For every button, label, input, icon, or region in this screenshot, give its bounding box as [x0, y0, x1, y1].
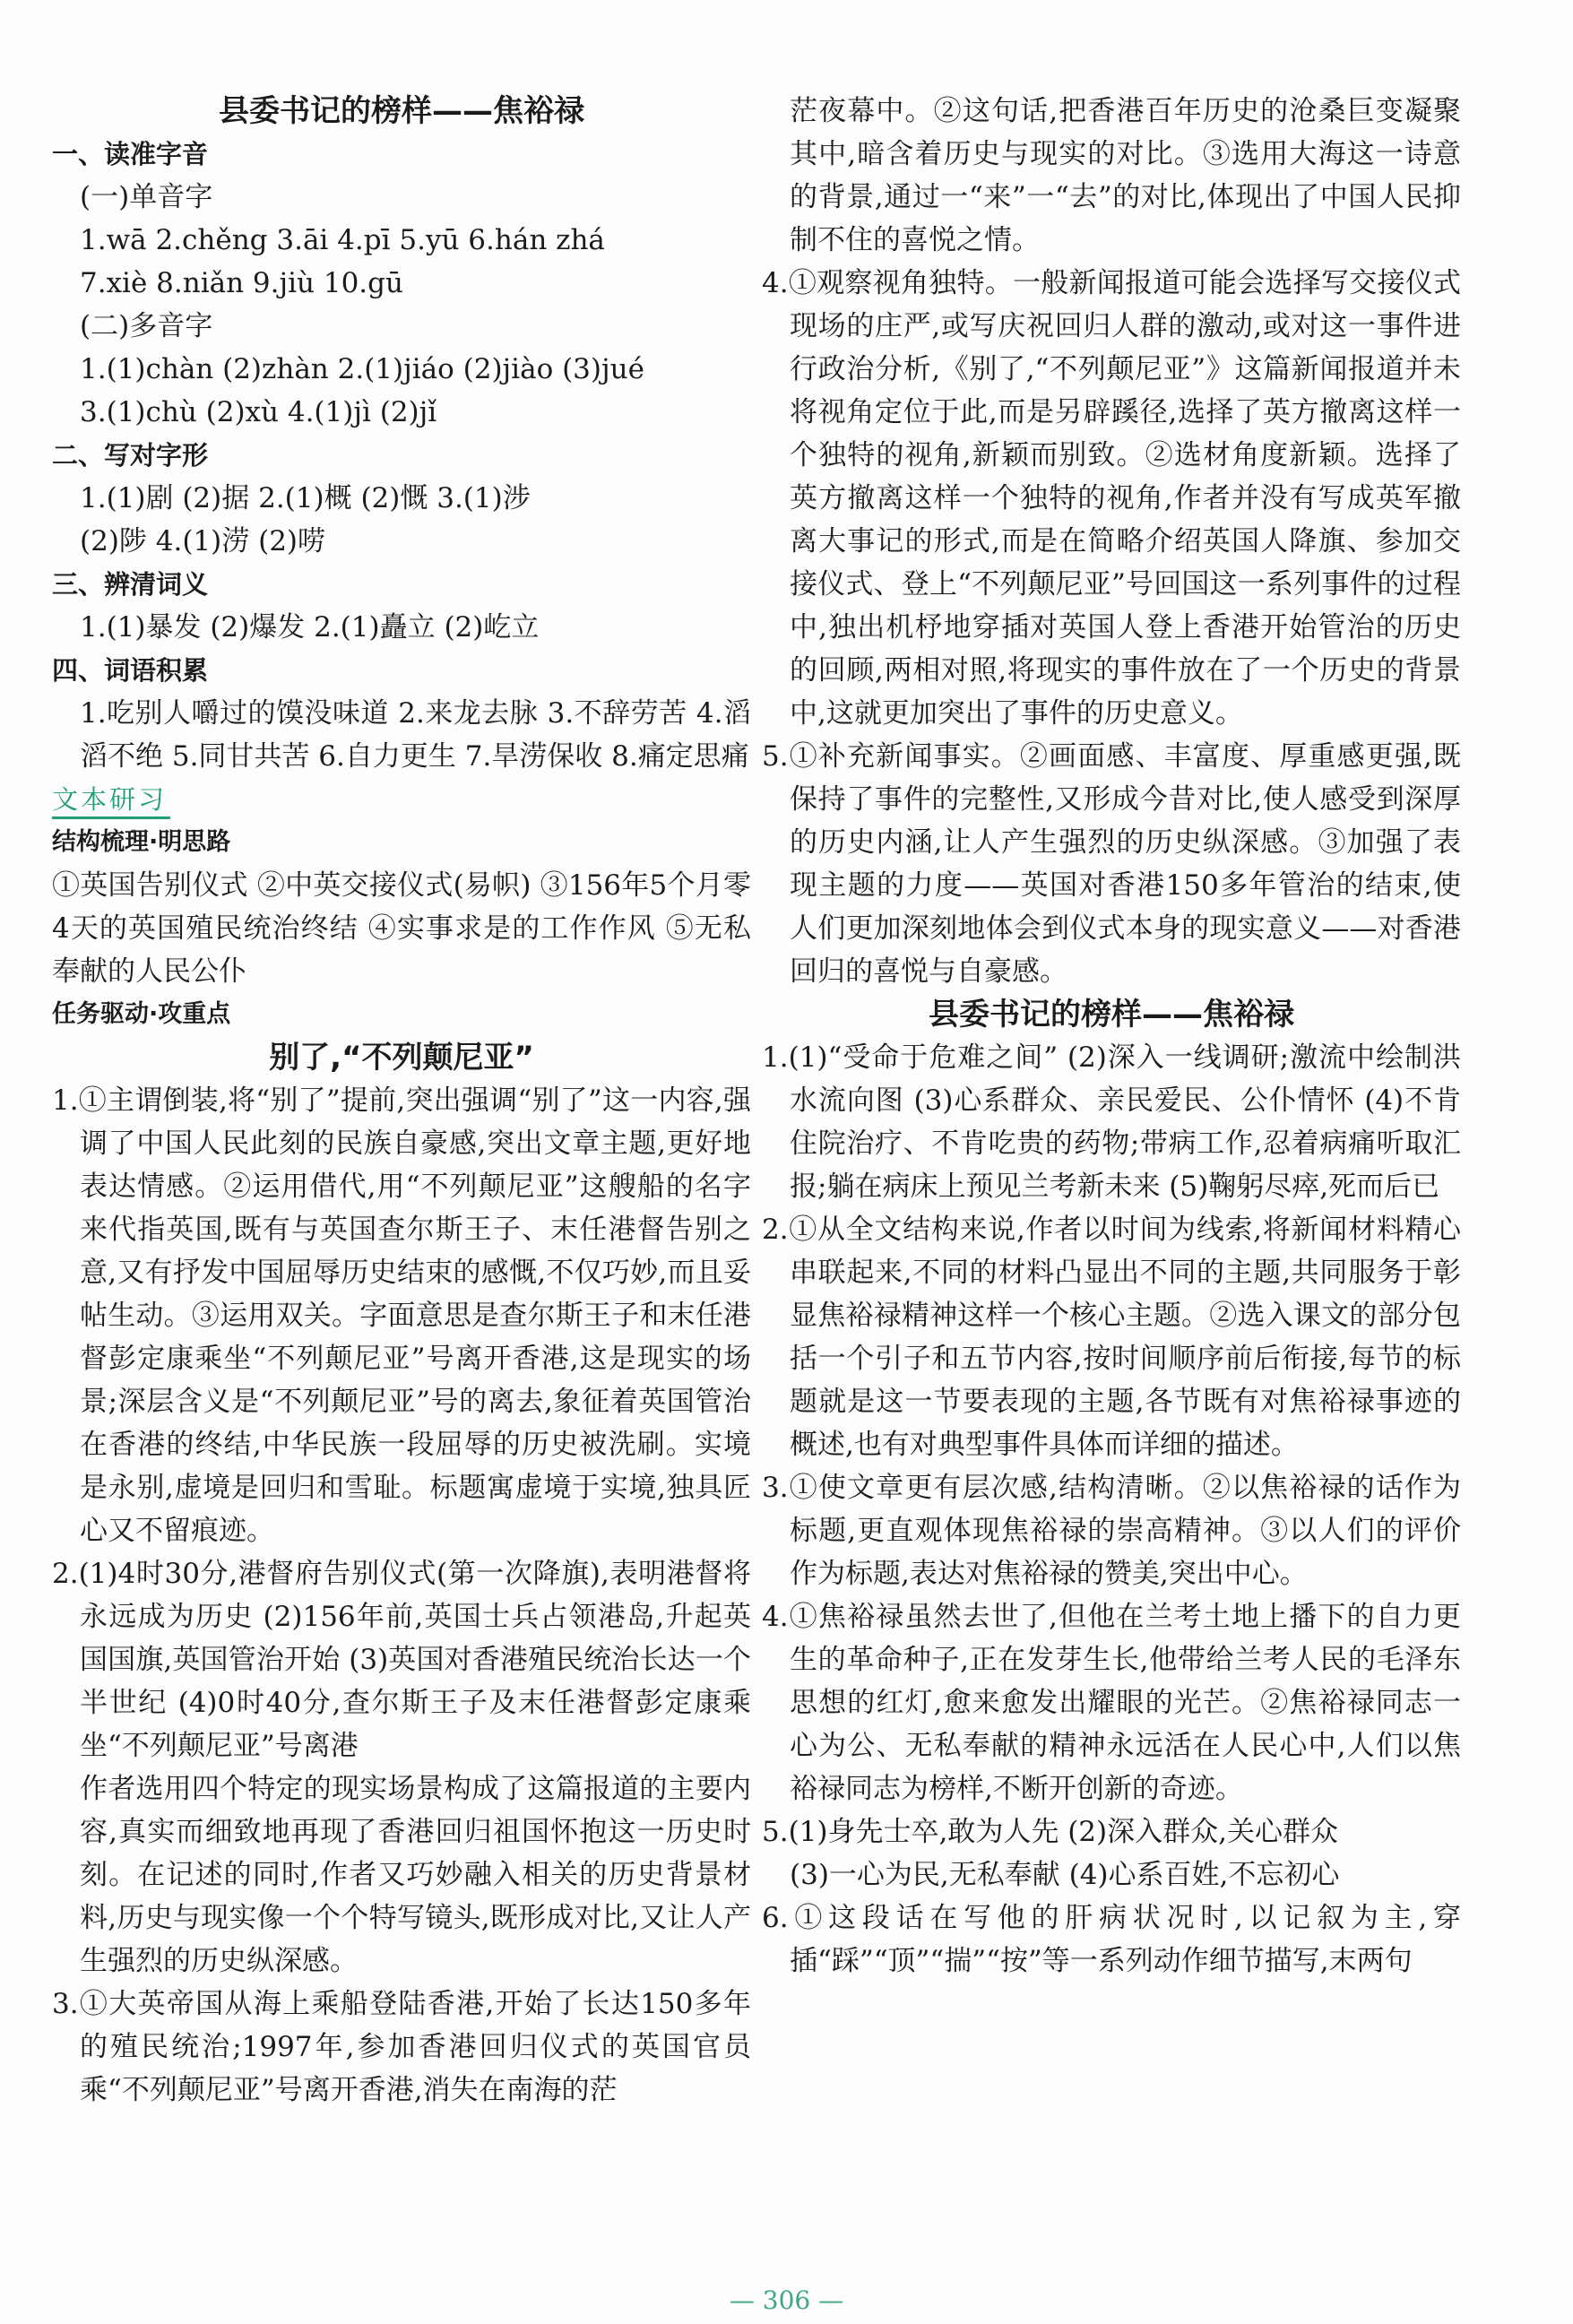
answer-item: 1.(1)“受命于危难之间” (2)深入一线调研;激流中绘制洪水流向图 (3)心系群众、亲民爱民、公仆情怀 (4)不肯住院治疗、不肯吃贵的药物;带病工作,忍着病痛听取汇报;躺在病床上预见兰考新未来 (5)鞠躬尽瘁,死而后已	[762, 1041, 1461, 1203]
section-heading-word-meaning: 三、辨清词义	[52, 569, 209, 600]
answer-line: 1.(1)暴发 (2)爆发 2.(1)矗立 (2)屹立	[80, 611, 540, 644]
answer-item: 5.(1)身先士卒,敢为人先 (2)深入群众,关心群众	[762, 1816, 1338, 1848]
answer-item: 2.①从全文结构来说,作者以时间为线索,将新闻材料精心串联起来,不同的材料凸显出不同的主题,共同服务于彰显焦裕禄精神这样一个核心主题。②选入课文的部分包括一个引子和五节内容,按时间顺序前后衔接,每节的标题就是这一节要表现的主题,各节既有对焦裕禄事迹的概述,也有对典型事件具体而详细的描述。	[762, 1214, 1461, 1461]
section-heading-pronunciation: 一、读准字音	[52, 139, 209, 169]
answer-line: 7.xiè 8.niǎn 9.jiù 10.gū	[80, 267, 403, 299]
banner-wrapper	[52, 778, 751, 821]
answer-item: 3.①使文章更有层次感,结构清晰。②以焦裕禄的话作为标题,更直观体现焦裕禄的崇高精神。③以人们的评价作为标题,表达对焦裕禄的赞美,突出中心。	[762, 1472, 1461, 1590]
section-heading-vocabulary: 四、词语积累	[52, 655, 209, 686]
answer-item: 1.①主谓倒装,将“别了”提前,突出强调“别了”这一内容,强调了中国人民此刻的民族自豪感,突出文章主题,更好地表达情感。②运用借代,用“不列颠尼亚”这艘船的名字来代指英国,既有与英国查尔斯王子、末任港督告别之意,又有抒发中国屈辱历史结束的感慨,不仅巧妙,而且妥帖生动。③运用双关。字面意思是查尔斯王子和末任港督彭定康乘坐“不列颠尼亚”号离开香港,这是现实的场景;深层含义是“不列颠尼亚”号的离去,象征着英国管治在香港的终结,中华民族一段屈辱的历史被洗刷。实境是永别,虚境是回归和雪耻。标题寓虚境于实境,独具匠心又不留痕迹。	[52, 1084, 751, 1547]
answer-line: 1.(1)chàn (2)zhàn 2.(1)jiáo (2)jiào (3)jué	[80, 353, 644, 385]
page-number: — 306 —	[729, 2285, 844, 2315]
answer-continuation: 茫夜幕中。②这句话,把香港百年历史的沧桑巨变凝聚其中,暗含着历史与现实的对比。③选用大海这一诗意的背景,通过一“来”一“去”的对比,体现出了中国人民抑制不住的喜悦之情。	[790, 95, 1461, 256]
answer-item: 6.①这段话在写他的肝病状况时,以记叙为主,穿插“踩”“顶”“揣”“按”等一系列动作细节描写,末两句	[762, 1902, 1461, 1977]
answer-line: 1.(1)剧 (2)据 2.(1)概 (2)慨 3.(1)涉	[80, 482, 531, 514]
answer-line: 1.wā 2.chěng 3.āi 4.pī 5.yū 6.hán zhá	[80, 224, 605, 256]
article-title-2: 县委书记的榜样——焦裕禄	[929, 997, 1294, 1032]
article-title: 县委书记的榜样——焦裕禄	[219, 93, 584, 129]
task-heading: 任务驱动·攻重点	[52, 1000, 231, 1028]
answer-line: 3.(1)chù (2)xù 4.(1)jì (2)jǐ	[80, 396, 437, 428]
answer-line: (2)陟 4.(1)涝 (2)唠	[80, 525, 326, 557]
answer-item: 2.(1)4时30分,港督府告别仪式(第一次降旗),表明港督将永远成为历史 (2)156年前,英国士兵占领港岛,升起英国国旗,英国管治开始 (3)英国对香港殖民统治长达一个半世纪 (4)0时40分,查尔斯王子及末任港督彭定康乘坐“不列颠尼亚”号离港	[52, 1558, 751, 1762]
answer-item: 4.①观察视角独特。一般新闻报道可能会选择写交接仪式现场的庄严,或写庆祝回归人群的激动,或对这一事件进行政治分析,《别了,“不列颠尼亚”》这篇新闻报道并未将视角定位于此,而是另辟蹊径,选择了英方撤离这样一个独特的视角,新颖而别致。②选材角度新颖。选择了英方撤离这样一个独特的视角,作者并没有写成英军撤离大事记的形式,而是在简略介绍英国人降旗、参加交接仪式、登上“不列颠尼亚”号回国这一系列事件的过程中,独出机杼地穿插对英国人登上香港开始管治的历史的回顾,两相对照,将现实的事件放在了一个历史的背景中,这就更加突出了事件的历史意义。	[762, 267, 1461, 730]
answer-paragraph: 作者选用四个特定的现实场景构成了这篇报道的主要内容,真实而细致地再现了香港回归祖国怀抱这一历史时刻。在记述的同时,作者又巧妙融入相关的历史背景材料,历史与现实像一个个特写镜头,既形成对比,又让人产生强烈的历史纵深感。	[80, 1773, 751, 1977]
answer-item: 4.①焦裕禄虽然去世了,但他在兰考土地上播下的自力更生的革命种子,正在发芽生长,他带给兰考人民的毛泽东思想的红灯,愈来愈发出耀眼的光芒。②焦裕禄同志一心为公、无私奉献的精神永远活在人民心中,人们以焦裕禄同志为榜样,不断开创新的奇迹。	[762, 1601, 1461, 1805]
answer-paragraph: 1.吃别人嚼过的馍没味道 2.来龙去脉 3.不辞劳苦 4.滔滔不绝 5.同甘共苦 6.自力更生 7.旱涝保收 8.痛定思痛	[80, 697, 751, 773]
right-column	[762, 90, 1461, 1983]
article-subtitle: 别了,“不列颠尼亚”	[269, 1040, 534, 1076]
answer-item: 3.①大英帝国从海上乘船登陆香港,开始了长达150多年的殖民统治;1997年,参加香港回归仪式的英国官员乘“不列颠尼亚”号离开香港,消失在南海的茫	[52, 1988, 751, 2106]
structure-answer: ①英国告别仪式 ②中英交接仪式(易帜) ③156年5个月零4天的英国殖民统治终结 ④实事求是的工作作风 ⑤无私奉献的人民公仆	[52, 869, 751, 988]
answer-line: (3)一心为民,无私奉献 (4)心系百姓,不忘初心	[790, 1859, 1340, 1891]
structure-heading: 结构梳理·明思路	[52, 828, 231, 856]
section-banner: 文本研习	[52, 782, 170, 819]
section-heading-characters: 二、写对字形	[52, 440, 209, 471]
answer-item: 5.①补充新闻事实。②画面感、丰富度、厚重感更强,既保持了事件的完整性,又形成今昔对比,使人感受到深厚的历史内涵,让人产生强烈的历史纵深感。③加强了表现主题的力度——英国对香港150多年管治的结束,使人们更加深刻地体会到仪式本身的现实意义——对香港回归的喜悦与自豪感。	[762, 740, 1461, 988]
left-column	[52, 90, 751, 2112]
subheading-single-reading: (一)单音字	[80, 181, 213, 213]
subheading-multi-reading: (二)多音字	[80, 310, 213, 342]
